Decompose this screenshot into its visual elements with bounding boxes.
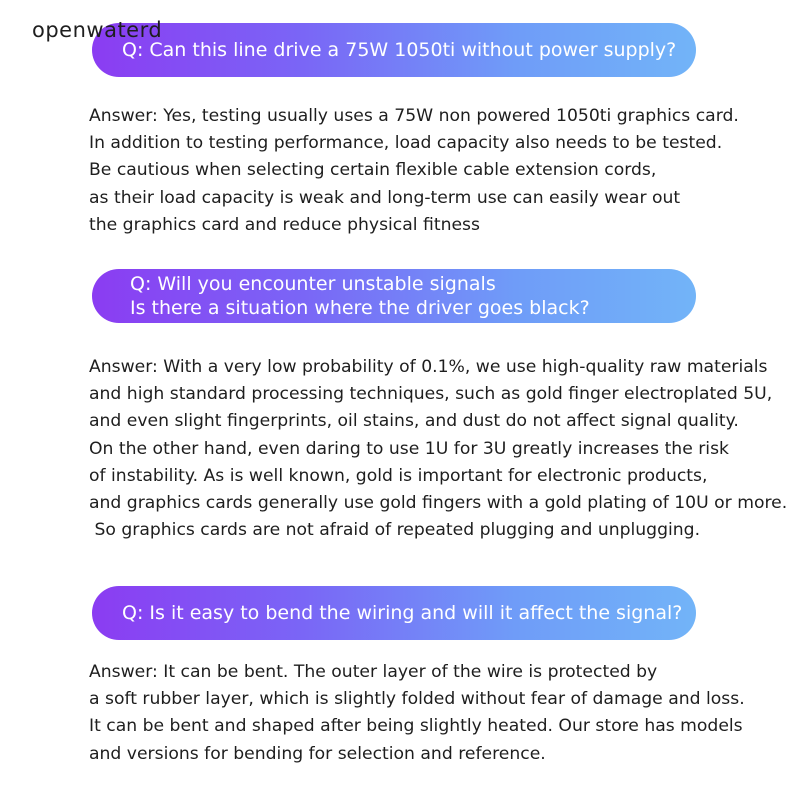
answer-line: It can be bent and shaped after being slightly heated. Our store has models [89, 716, 743, 737]
answer-line: In addition to testing performance, load capacity also needs to be tested. [89, 133, 723, 154]
answer-line: and high standard processing techniques, such as gold finger electroplated 5U, [89, 384, 773, 405]
question-text: Q: Can this line drive a 75W 1050ti without power supply? [122, 39, 677, 61]
answer-line: Answer: Yes, testing usually uses a 75W non powered 1050ti graphics card. [89, 106, 739, 126]
answer-line: of instability. As is well known, gold is important for electronic products, [89, 465, 708, 486]
question-banner-3 [92, 586, 696, 640]
question-text: Q: Is it easy to bend the wiring and will it affect the signal? [122, 602, 683, 624]
answer-line: and versions for bending for selection and reference. [89, 743, 546, 764]
answer-line: Be cautious when selecting certain flexible cable extension cords, [89, 160, 657, 181]
answer-block-1 [89, 103, 789, 239]
question-banner-2 [92, 269, 696, 323]
answer-line: as their load capacity is weak and long-term use can easily wear out [89, 187, 681, 208]
answer-line: and graphics cards generally use gold fingers with a gold plating of 10U or more. [89, 493, 788, 514]
answer-line: and even slight fingerprints, oil stains, and dust do not affect signal quality. [89, 411, 739, 432]
answer-line: Answer: It can be bent. The outer layer of the wire is protected by [89, 662, 658, 682]
watermark: openwaterd [32, 18, 163, 42]
question-banner-1 [92, 23, 696, 77]
answer-line: On the other hand, even daring to use 1U for 3U greatly increases the risk [89, 438, 729, 459]
answer-block-2 [89, 354, 789, 544]
answer-line: So graphics cards are not afraid of repeated plugging and unplugging. [89, 520, 701, 541]
question-text: Q: Will you encounter unstable signals [130, 273, 496, 295]
answer-line: a soft rubber layer, which is slightly folded without fear of damage and loss. [89, 689, 745, 710]
answer-block-3 [89, 659, 789, 768]
answer-line: Answer: With a very low probability of 0.1%, we use high-quality raw materials [89, 357, 768, 377]
answer-line: the graphics card and reduce physical fitness [89, 214, 480, 235]
question-text: Is there a situation where the driver goes black? [130, 297, 590, 319]
